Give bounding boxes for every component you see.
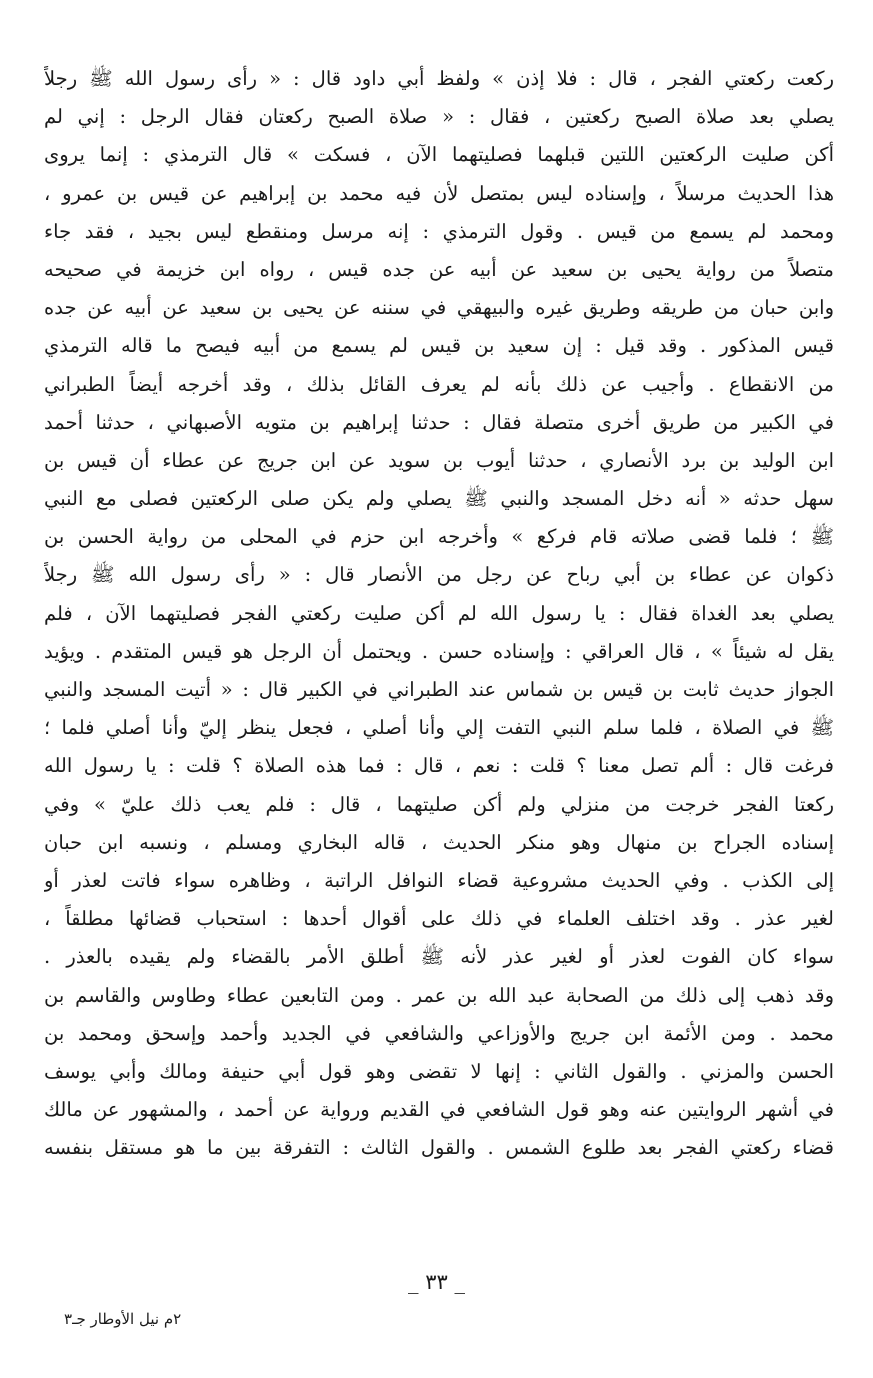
- text-line: ركعت ركعتي الفجر ، قال : فلا إذن » ولفظ أبي داود قال : « رأى رسول الله ﷺ رجلاً: [44, 67, 834, 90]
- footer-signature: ٢م نيل الأوطار جـ٣: [64, 1310, 182, 1328]
- text-line: في الكبير من طريق أخرى متصلة فقال : حدثنا إبراهيم بن متويه الأصبهاني ، حدثنا أحمد: [44, 410, 834, 434]
- text-line: في أشهر الروايتين عنه وهو قول الشافعي في القديم ورواية عن أحمد ، والمشهور عن مالك: [44, 1098, 834, 1122]
- text-line: محمد . ومن الأئمة ابن جريج والأوزاعي والشافعي في الجديد وأحمد وإسحق ومحمد بن: [44, 1021, 834, 1045]
- text-line: وقد ذهب إلى ذلك من الصحابة عبد الله بن عمر . ومن التابعين عطاء وطاوس والقاسم بن: [44, 983, 834, 1007]
- text-line: يصلي بعد صلاة الصبح ركعتين ، فقال : « صلاة الصبح ركعتان فقال الرجل : إني لم: [44, 105, 834, 129]
- text-line: ﷺ ؛ فلما قضى صلاته قام فركع » وأخرجه ابن حزم في المحلى من رواية الحسن بن: [44, 525, 834, 549]
- text-line: الجواز حديث ثابت بن قيس بن شماس عند الطبراني في الكبير قال : « أتيت المسجد والنبي: [44, 678, 834, 701]
- text-line: ومحمد لم يسمع من قيس . وقول الترمذي : إنه مرسل ومنقطع ليس بجيد ، فقد جاء: [44, 219, 834, 243]
- text-line: ذكوان عن عطاء بن أبي رباح عن رجل من الأنصار قال : « رأى رسول الله ﷺ رجلاً: [44, 563, 834, 587]
- text-line: إسناده الجراح بن منهال وهو منكر الحديث ، قاله البخاري ومسلم ، ونسبه ابن حبان: [44, 830, 834, 854]
- text-line: قضاء ركعتي الفجر بعد طلوع الشمس . والقول الثالث : التفرقة بين ما هو مستقل بنفسه: [44, 1136, 834, 1160]
- body-text: [44, 60, 834, 1167]
- text-line: فرغت قال : ألم تصل معنا ؟ قلت : نعم ، قال : فما هذه الصلاة ؟ قلت : يا رسول الله: [44, 754, 834, 778]
- text-line: أكن صليت الركعتين اللتين قبلهما فصليتهما الآن ، فسكت » قال الترمذي : إنما يروى: [44, 143, 834, 167]
- text-line: سواء كان الفوت لعذر أو لغير عذر لأنه ﷺ أطلق الأمر بالقضاء ولم يقيده بالعذر .: [44, 945, 834, 969]
- text-line: الحسن والمزني . والقول الثاني : إنها لا تقضى وهو قول أبي حنيفة ومالك وأبي يوسف: [44, 1059, 834, 1083]
- text-line: من الانقطاع . وأجيب عن ذلك بأنه لم يعرف القائل بذلك ، وقد أخرجه أيضاً الطبراني: [44, 372, 834, 396]
- text-line: ركعتا الفجر خرجت من منزلي ولم أكن صليتهما ، قال : فلم يعب ذلك عليّ » وفي: [44, 792, 834, 816]
- text-line: متصلاً من رواية يحيى بن سعيد عن أبيه عن جده قيس ، رواه ابن خزيمة في صحيحه: [44, 257, 834, 281]
- text-line: وابن حبان من طريقه وطريق غيره والبيهقي في سننه عن يحيى بن سعيد عن أبيه عن جده: [44, 296, 834, 320]
- text-line: ابن الوليد بن برد الأنصاري ، حدثنا أيوب بن سويد عن ابن جريج عن عطاء أن قيس بن: [44, 448, 834, 472]
- text-line: يقل له شيئاً » ، قال العراقي : وإسناده حسن . ويحتمل أن الرجل هو قيس المتقدم . ويؤيد: [44, 639, 834, 663]
- text-line: يصلي بعد الغداة فقال : يا رسول الله لم أكن صليت ركعتي الفجر فصليتهما الآن ، فلم: [44, 601, 834, 625]
- text-line: إلى الكذب . وفي الحديث مشروعية قضاء النوافل الراتبة ، وظاهره سواء فاتت لعذر أو: [44, 868, 834, 892]
- text-line: لغير عذر . وقد اختلف العلماء في ذلك على أقوال أحدها : استحباب قضائها مطلقاً ،: [44, 907, 834, 931]
- text-line: هذا الحديث مرسلاً ، وإسناده ليس بمتصل لأن فيه محمد بن إبراهيم عن قيس بن عمرو ،: [44, 181, 834, 205]
- text-line: ﷺ في الصلاة ، فلما سلم النبي التفت إلي وأنا أصلي ، فجعل ينظر إليّ وأنا أصلي فلما ؛: [44, 716, 834, 740]
- text-line: قيس المذكور . وقد قيل : إن سعيد بن قيس لم يسمع من أبيه فيصح ما قاله الترمذي: [44, 334, 834, 358]
- text-line: سهل حدثه « أنه دخل المسجد والنبي ﷺ يصلي ولم يكن صلى الركعتين فصلى مع النبي: [44, 487, 834, 511]
- page-number: _ ٣٣ _: [408, 1270, 465, 1294]
